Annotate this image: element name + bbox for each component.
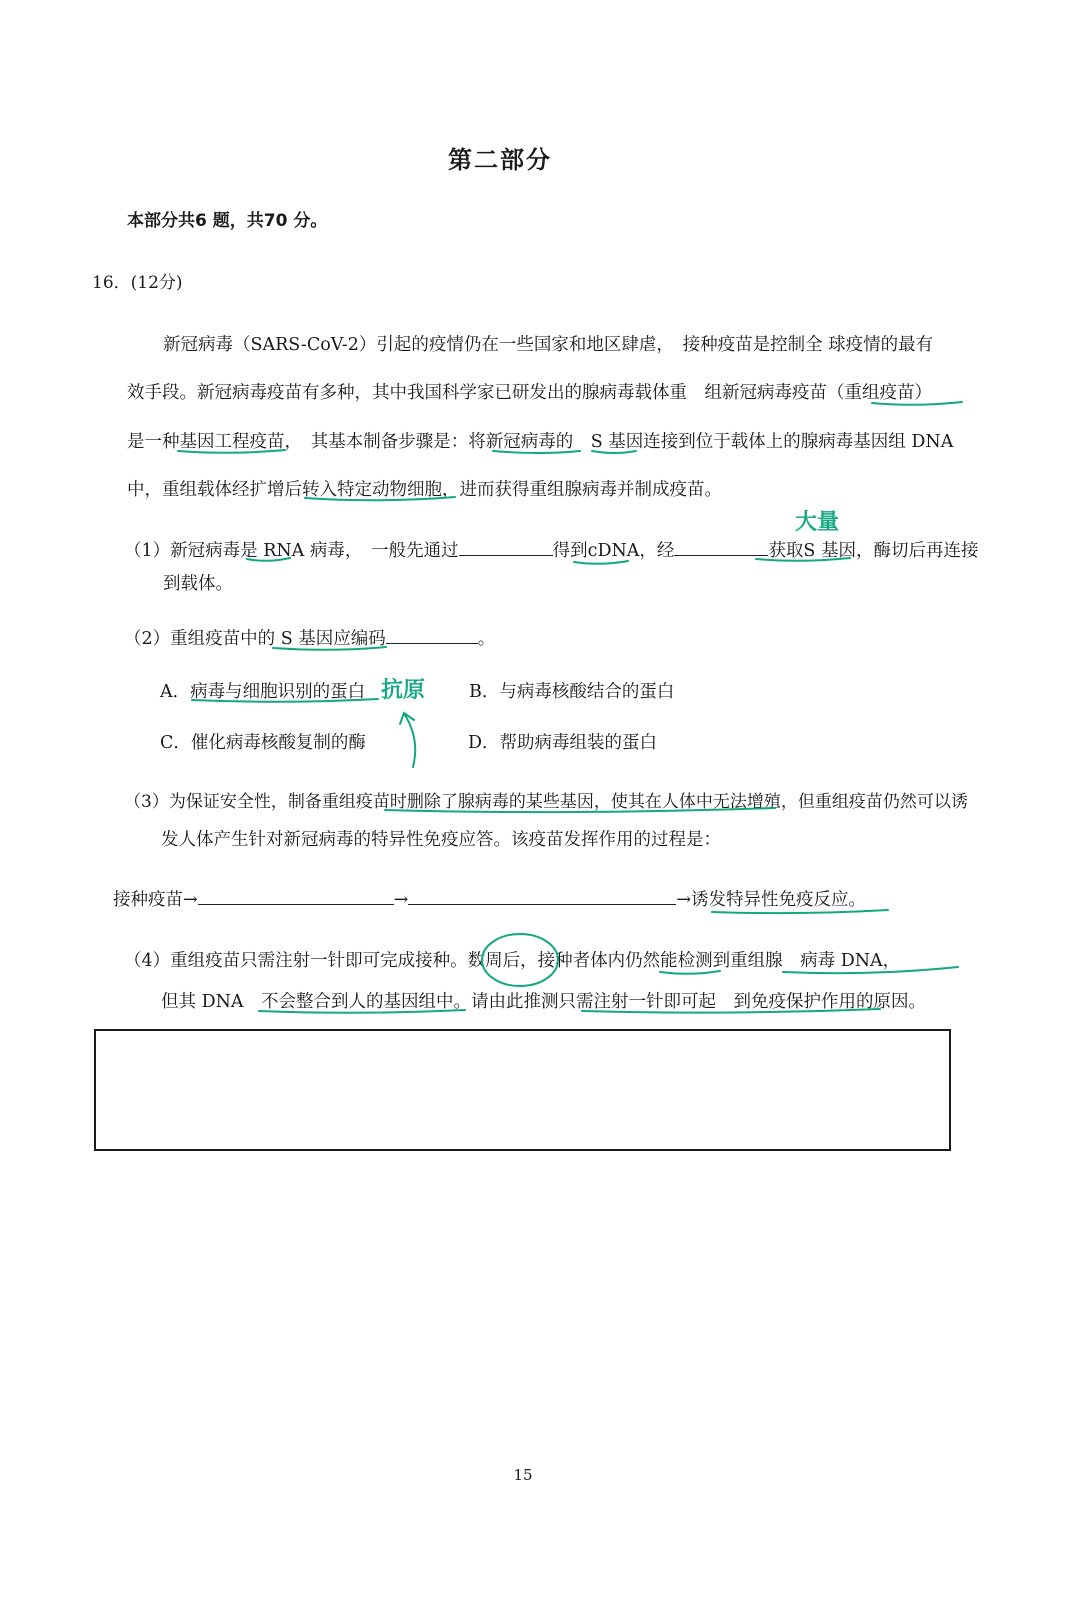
sub1-blank-2[interactable] xyxy=(674,537,768,556)
section-intro: 本部分共6 题，共70 分。 xyxy=(127,211,328,231)
flow-end: →诱发特异性免疫反应。 xyxy=(676,890,867,910)
sub1-line-2: 到载体。 xyxy=(163,574,233,594)
handwritten-note-large-amount: 大量 xyxy=(795,510,840,535)
answer-box[interactable] xyxy=(94,1029,951,1151)
arrow-antigen xyxy=(405,715,415,767)
page-number: 15 xyxy=(513,1466,533,1484)
handwritten-note-antigen: 抗原 xyxy=(381,678,426,703)
option-d: D．帮助病毒组装的蛋白 xyxy=(468,733,658,753)
question-number: 16．(12分) xyxy=(92,273,183,293)
flow-start: 接种疫苗→ xyxy=(113,890,198,910)
passage-line-1: 新冠病毒（SARS-CoV-2）引起的疫情仍在一些国家和地区肆虐， 接种疫苗是控制全 球疫情的最有 xyxy=(163,335,934,355)
flow-blank-1[interactable] xyxy=(198,886,394,905)
option-c: C．催化病毒核酸复制的酶 xyxy=(160,733,366,753)
page-title: 第二部分 xyxy=(448,146,552,174)
sub2-blank[interactable] xyxy=(386,625,478,644)
sub2-stem: （2）重组疫苗中的 S 基因应编码 xyxy=(124,629,386,649)
sub-question-1 xyxy=(124,537,979,562)
sub2-stem-end: 。 xyxy=(477,629,496,649)
sub1-text-b: 得到cDNA，经 xyxy=(552,541,675,561)
sub-question-2 xyxy=(124,625,495,650)
option-a: A．病毒与细胞识别的蛋白 xyxy=(160,682,366,702)
sub1-text-c: 获取S 基因，酶切后再连接 xyxy=(768,541,979,561)
arrowhead-antigen xyxy=(400,713,414,724)
passage-line-3: 是一种基因工程疫苗， 其基本制备步骤是：将新冠病毒的 S 基因连接到位于载体上的腺病毒基因组 DNA xyxy=(127,432,954,452)
sub3-line-1: （3）为保证安全性，制备重组疫苗时删除了腺病毒的某些基因，使其在人体中无法增殖，但重组疫苗仍然可以诱 xyxy=(124,792,968,812)
passage-line-4: 中，重组载体经扩增后转入特定动物细胞，进而获得重组腺病毒并制成疫苗。 xyxy=(127,480,722,500)
sub3-flow xyxy=(113,886,866,911)
sub4-line-1: （4）重组疫苗只需注射一针即可完成接种。数周后，接种者体内仍然能检测到重组腺 病毒 DNA， xyxy=(124,951,901,971)
sub4-line-2: 但其 DNA 不会整合到人的基因组中。请由此推测只需注射一针即可起 到免疫保护作用的原因。 xyxy=(161,992,927,1012)
sub3-line-2: 发人体产生针对新冠病毒的特异性免疫应答。该疫苗发挥作用的过程是： xyxy=(161,830,721,850)
flow-arrow: → xyxy=(393,890,409,910)
flow-blank-2[interactable] xyxy=(408,886,676,905)
option-b: B．与病毒核酸结合的蛋白 xyxy=(469,682,675,702)
sub1-blank-1[interactable] xyxy=(459,537,553,556)
sub1-text-a: （1）新冠病毒是 RNA 病毒， 一般先通过 xyxy=(124,541,459,561)
passage-line-2: 效手段。新冠病毒疫苗有多种，其中我国科学家已研发出的腺病毒载体重 组新冠病毒疫苗（重组疫苗） xyxy=(127,383,932,403)
